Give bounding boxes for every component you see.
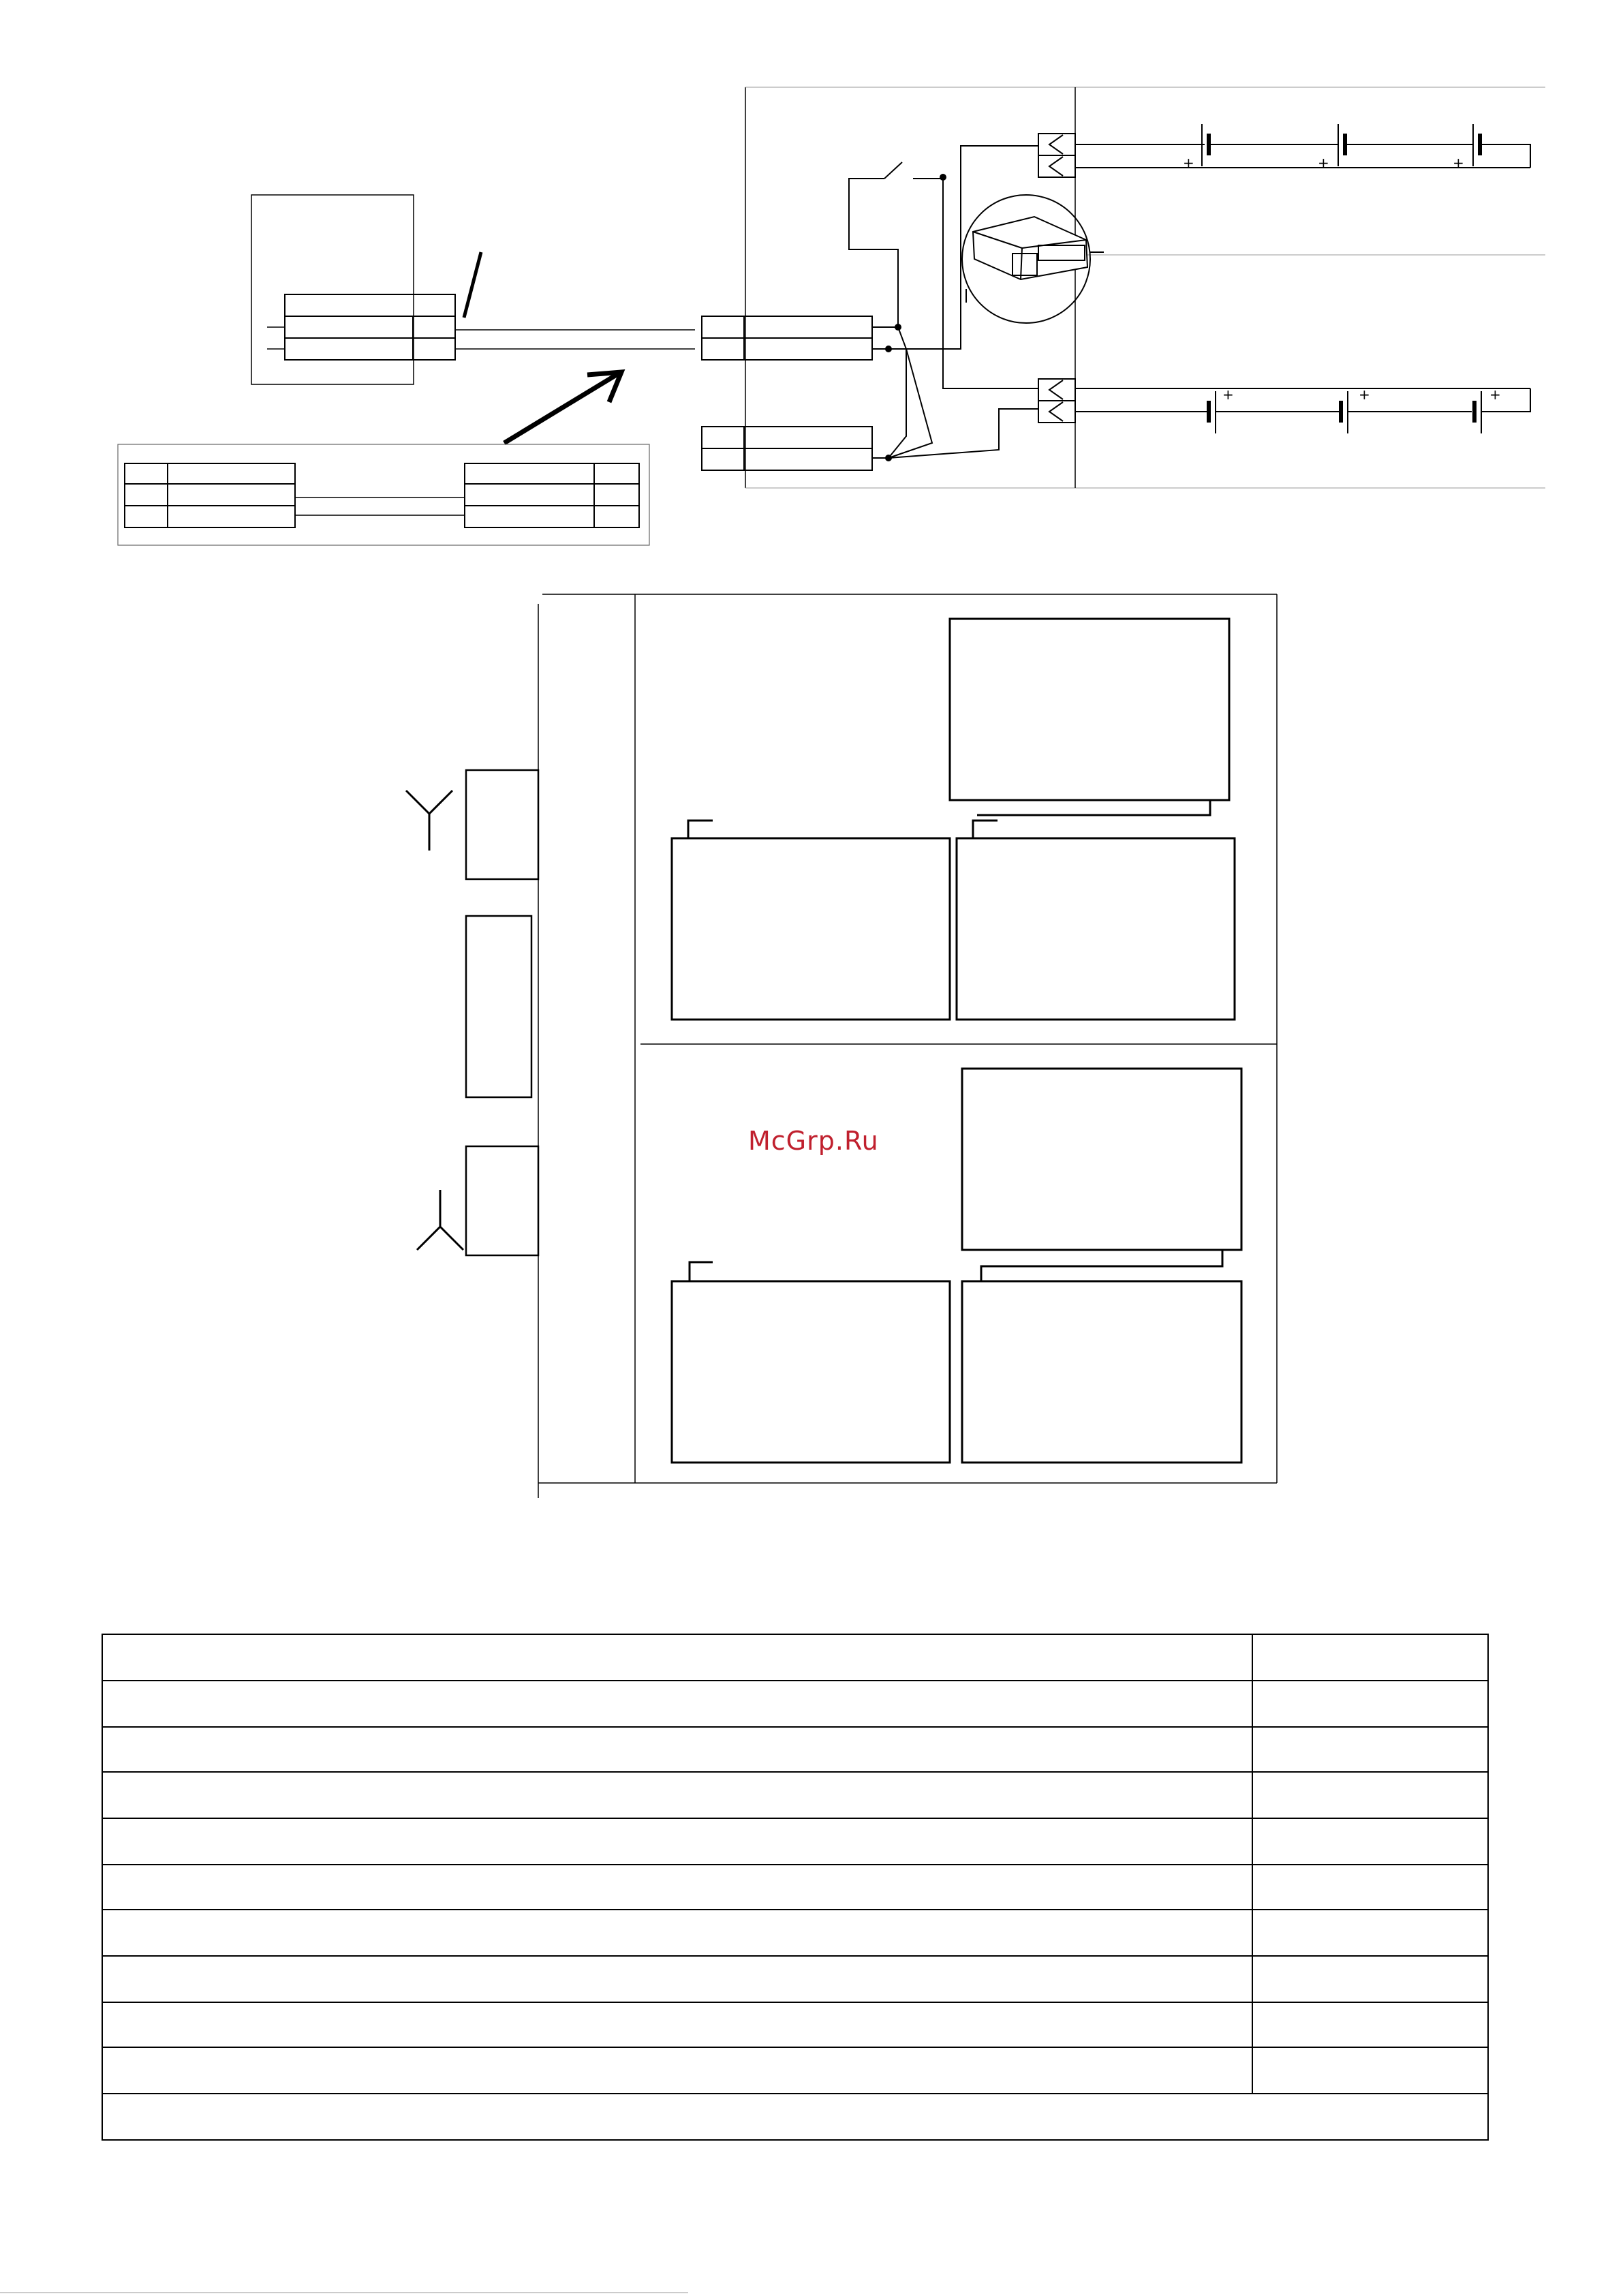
plus-mark: + <box>1359 386 1370 403</box>
connector-detail-circle <box>962 195 1104 323</box>
pointer-line <box>464 252 481 318</box>
battery-polarity-marks <box>1183 155 1501 403</box>
direction-arrow-icon <box>504 372 621 443</box>
battery-cable <box>455 330 695 349</box>
plus-mark: + <box>1183 155 1194 171</box>
battery-string-top <box>1202 124 1530 168</box>
specification-table <box>102 1634 1488 2140</box>
battery-block <box>950 619 1229 800</box>
battery-shelf-upper <box>672 619 1235 1020</box>
plus-mark: + <box>1318 155 1329 171</box>
plus-mark: + <box>1453 155 1464 171</box>
battery-block <box>957 838 1235 1020</box>
front-panel-elements <box>406 770 538 1255</box>
battery-block <box>962 1281 1241 1463</box>
battery-block <box>672 1281 950 1463</box>
watermark-text: McGrp.Ru <box>748 1126 879 1156</box>
battery-layout-diagram <box>406 594 1277 1498</box>
battery-connector-bottom <box>1038 379 1530 423</box>
battery-block <box>672 838 950 1020</box>
ups-battery-port-top <box>285 294 455 316</box>
extension-cable-detail <box>118 444 649 545</box>
battery-block <box>962 1069 1241 1250</box>
ups-unit-outline <box>251 195 414 384</box>
battery-cabinet-panel <box>702 87 1545 488</box>
plus-mark: + <box>1489 386 1501 403</box>
ups-connection-diagram <box>118 87 1545 545</box>
plus-mark: + <box>1222 386 1234 403</box>
